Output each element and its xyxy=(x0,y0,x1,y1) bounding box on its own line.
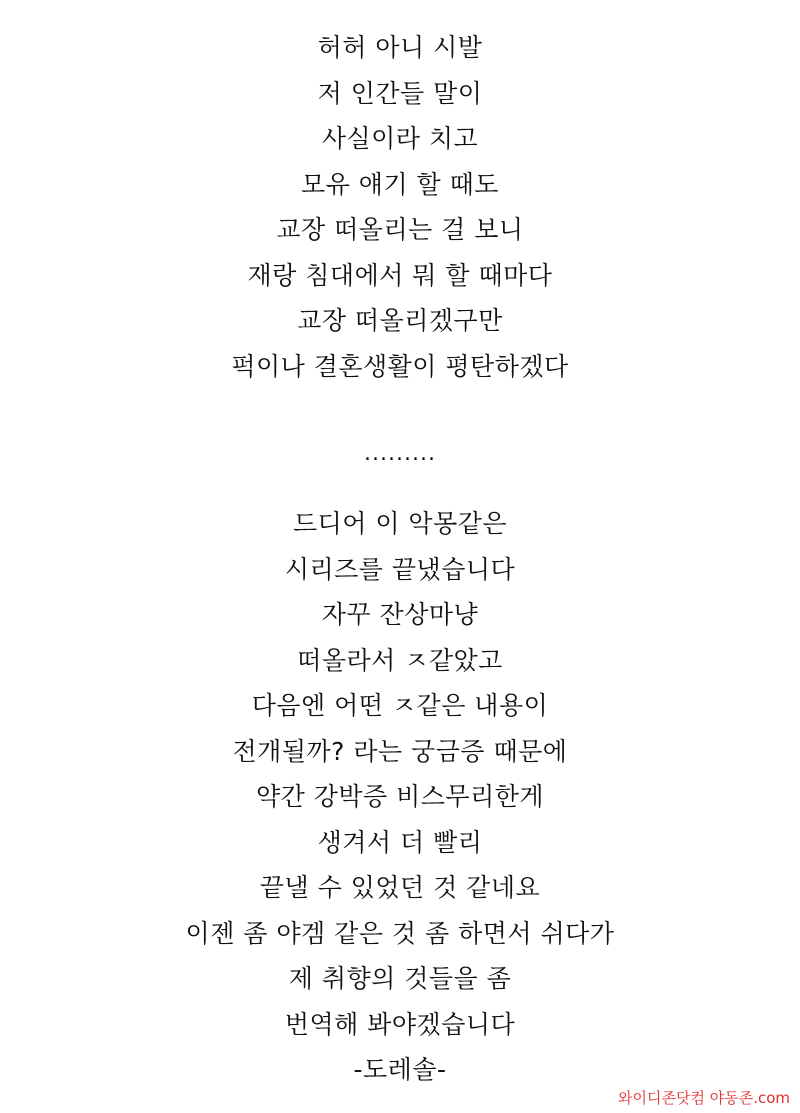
text-line: 다음엔 어떤 ㅈ같은 내용이 xyxy=(251,691,549,720)
text-line: 모유 얘기 할 때도 xyxy=(301,170,499,199)
text-line: 이젠 좀 야겜 같은 것 좀 하면서 쉬다가 xyxy=(185,919,615,948)
text-line: 재랑 침대에서 뭐 할 때마다 xyxy=(247,261,553,290)
text-line: 교장 떠올리는 걸 보니 xyxy=(276,215,524,244)
text-line: 자꾸 잔상마냥 xyxy=(321,600,479,629)
text-line: 허허 아니 시발 xyxy=(317,33,483,62)
text-line: 약간 강박증 비스무리한게 xyxy=(255,782,545,811)
separator-dots: ......... xyxy=(364,441,436,466)
text-line: 저 인간들 말이 xyxy=(317,79,483,108)
site-watermark: 와이디존닷컴 야동존.com xyxy=(618,1089,790,1107)
text-line: 전개될까? 라는 궁금증 때문에 xyxy=(232,737,568,766)
text-line: 생겨서 더 빨리 xyxy=(317,828,483,857)
signature: -도레솔- xyxy=(353,1055,447,1084)
text-line: 사실이라 치고 xyxy=(321,124,479,153)
text-line: 번역해 봐야겠습니다 xyxy=(284,1010,516,1039)
text-line: 끝낼 수 있었던 것 같네요 xyxy=(259,873,541,902)
text-line: 드디어 이 악몽같은 xyxy=(292,509,508,538)
text-line: 제 취향의 것들을 좀 xyxy=(288,964,512,993)
text-line: 떠올라서 ㅈ같았고 xyxy=(297,646,503,675)
text-line: 퍽이나 결혼생활이 평탄하겠다 xyxy=(231,352,569,381)
text-line: 교장 떠올리겠구만 xyxy=(297,306,503,335)
text-line: 시리즈를 끝냈습니다 xyxy=(284,555,516,584)
